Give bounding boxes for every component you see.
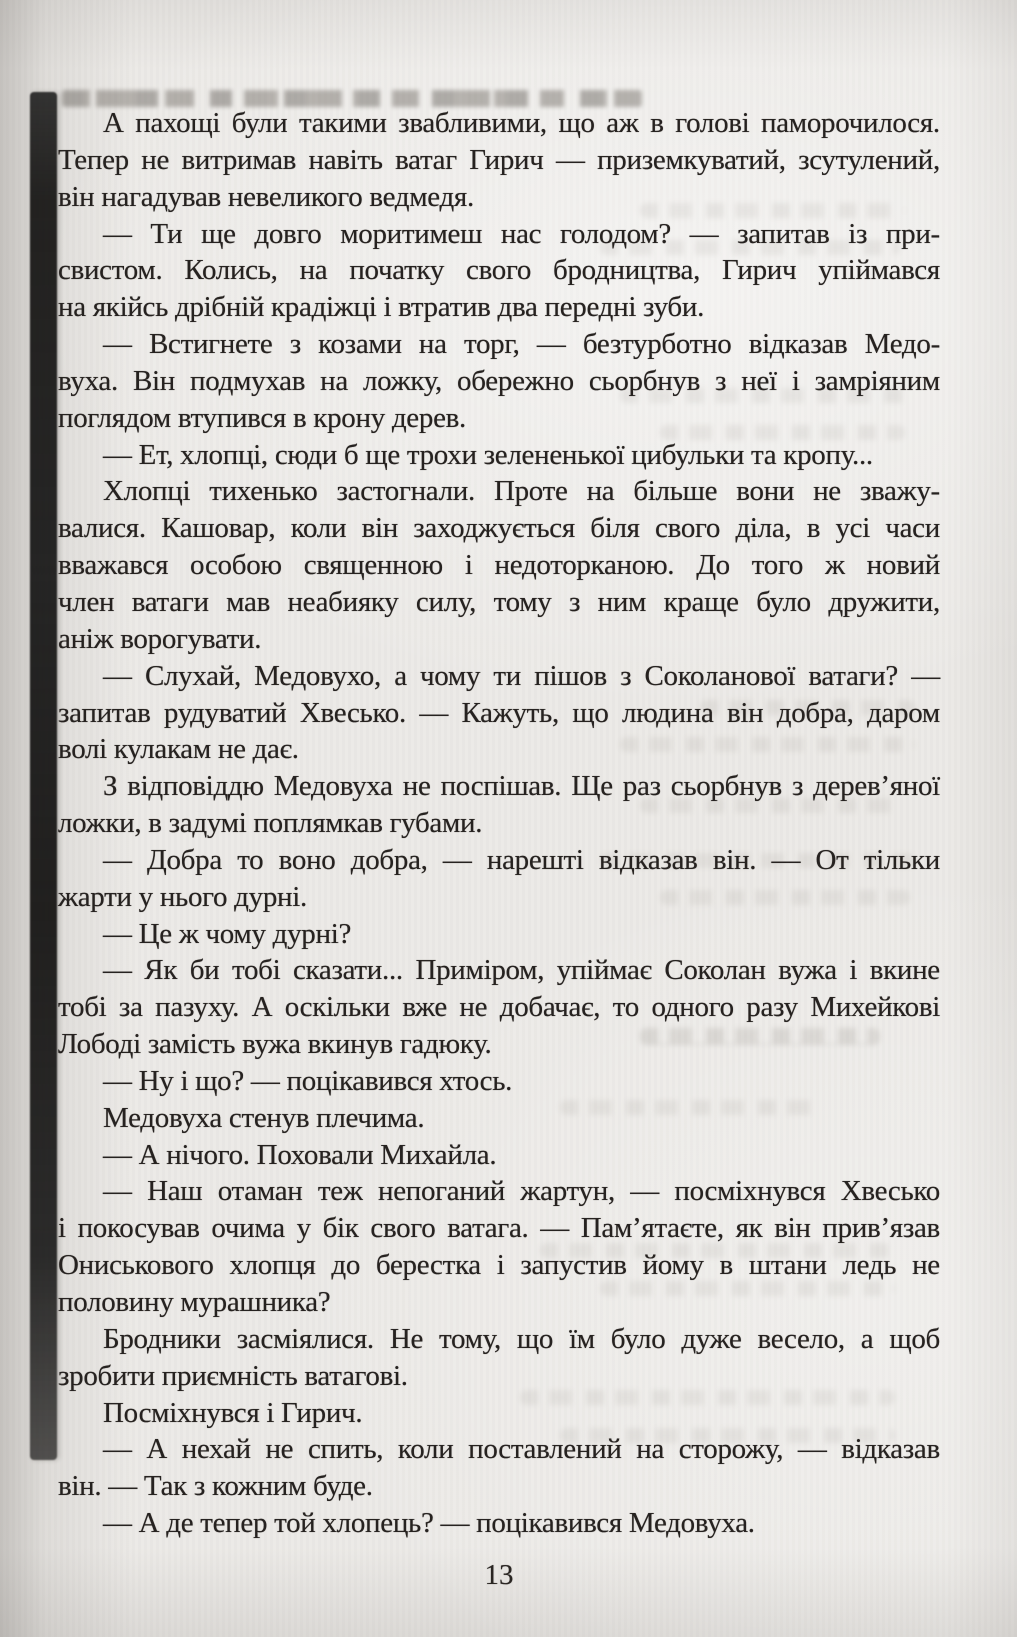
- text-line: — А нічого. Поховали Михайла.: [103, 1138, 497, 1171]
- text-line: З відповіддю Медовуха не поспішав. Ще раз сьорбнув з дерев’яної: [103, 770, 940, 803]
- text-line: аніж ворогувати.: [58, 622, 262, 655]
- text-line: Посміхнувся і Гирич.: [103, 1396, 363, 1429]
- text-line: — Ти ще довго моритимеш нас голодом? — запитав із при-: [103, 217, 940, 250]
- text-line: — Слухай, Медовухо, а чому ти пішов з Соколанової ватаги? —: [103, 659, 940, 692]
- text-line: він нагадував невеликого ведмедя.: [58, 180, 474, 213]
- text-line: тобі за пазуху. А оскільки вже не добачає, то одного разу Михейкові: [58, 991, 940, 1024]
- text-line: Тепер не витримав навіть ватаг Гирич — приземкуватий, зсутулений,: [58, 143, 940, 176]
- text-line: Лободі замість вужа вкинув гадюку.: [58, 1028, 492, 1061]
- text-line: Медовуха стенув плечима.: [103, 1101, 425, 1134]
- text-line: ложки, в задумі поплямкав губами.: [58, 807, 483, 840]
- text-line: волі кулакам не дає.: [58, 733, 299, 766]
- text-line: — Ет, хлопці, сюди б ще трохи зелененької цибульки та кропу...: [103, 438, 873, 471]
- text-line: — Наш отаман теж непоганий жартун, — посміхнувся Хвесько: [103, 1175, 940, 1208]
- text-line: — Ну і що? — поцікавився хтось.: [103, 1064, 513, 1097]
- text-line: свистом. Колись, на початку свого бродництва, Гирич упіймався: [58, 254, 940, 287]
- text-line: — Це ж чому дурні?: [103, 917, 352, 950]
- text-line: — Добра то воно добра, — нарешті відказав він. — От тільки: [103, 843, 940, 876]
- text-line: А пахощі були такими звабливими, що аж в голові паморочилося.: [103, 107, 940, 139]
- text-line: запитав рудуватий Хвесько. — Кажуть, що людина він добра, даром: [58, 696, 940, 729]
- text-line: — Як би тобі сказати... Приміром, упіймає Соколан вужа і вкине: [103, 954, 940, 987]
- text-line: валися. Кашовар, коли він заходжується біля свого діла, в усі часи: [58, 512, 940, 545]
- text-column: [58, 105, 940, 1542]
- text-line: половину мурашника?: [58, 1286, 331, 1318]
- text-line: зробити приємність ватагові.: [58, 1359, 408, 1392]
- text-line: Хлопці тихенько застогнали. Проте на більше вони не зважу-: [103, 475, 940, 508]
- scan-gutter-bar: [30, 92, 57, 1460]
- text-line: Бродники засміялися. Не тому, що їм було дуже весело, а щоб: [103, 1322, 940, 1355]
- text-line: — А де тепер той хлопець? — поцікавився Медовуха.: [103, 1507, 755, 1540]
- text-line: — Встигнете з козами на торг, — безтурботно відказав Медо-: [103, 328, 940, 361]
- text-line: поглядом втупився в крону дерев.: [58, 401, 466, 434]
- text-line: і покосував очима у бік свого ватага. — Пам’ятаєте, як він прив’язав: [58, 1212, 940, 1245]
- text-line: на якійсь дрібній крадіжці і втратив два передні зуби.: [58, 291, 705, 324]
- page-number: 13: [484, 1559, 514, 1591]
- text-line: член ватаги мав неабияку силу, тому з ним краще було дружити,: [58, 585, 940, 618]
- text-line: вважався особою священною і недоторканою. До того ж новий: [58, 549, 940, 582]
- text-line: вуха. Він подмухав на ложку, обережно сьорбнув з неї і замріяним: [58, 364, 940, 397]
- text-line: жарти у нього дурні.: [58, 880, 307, 913]
- text-line: — А нехай не спить, коли поставлений на сторожу, — відказав: [103, 1433, 940, 1466]
- text-line: Ониськового хлопця до берестка і запустив йому в штани ледь не: [58, 1249, 940, 1282]
- text-line: він. — Так з кожним буде.: [58, 1470, 373, 1503]
